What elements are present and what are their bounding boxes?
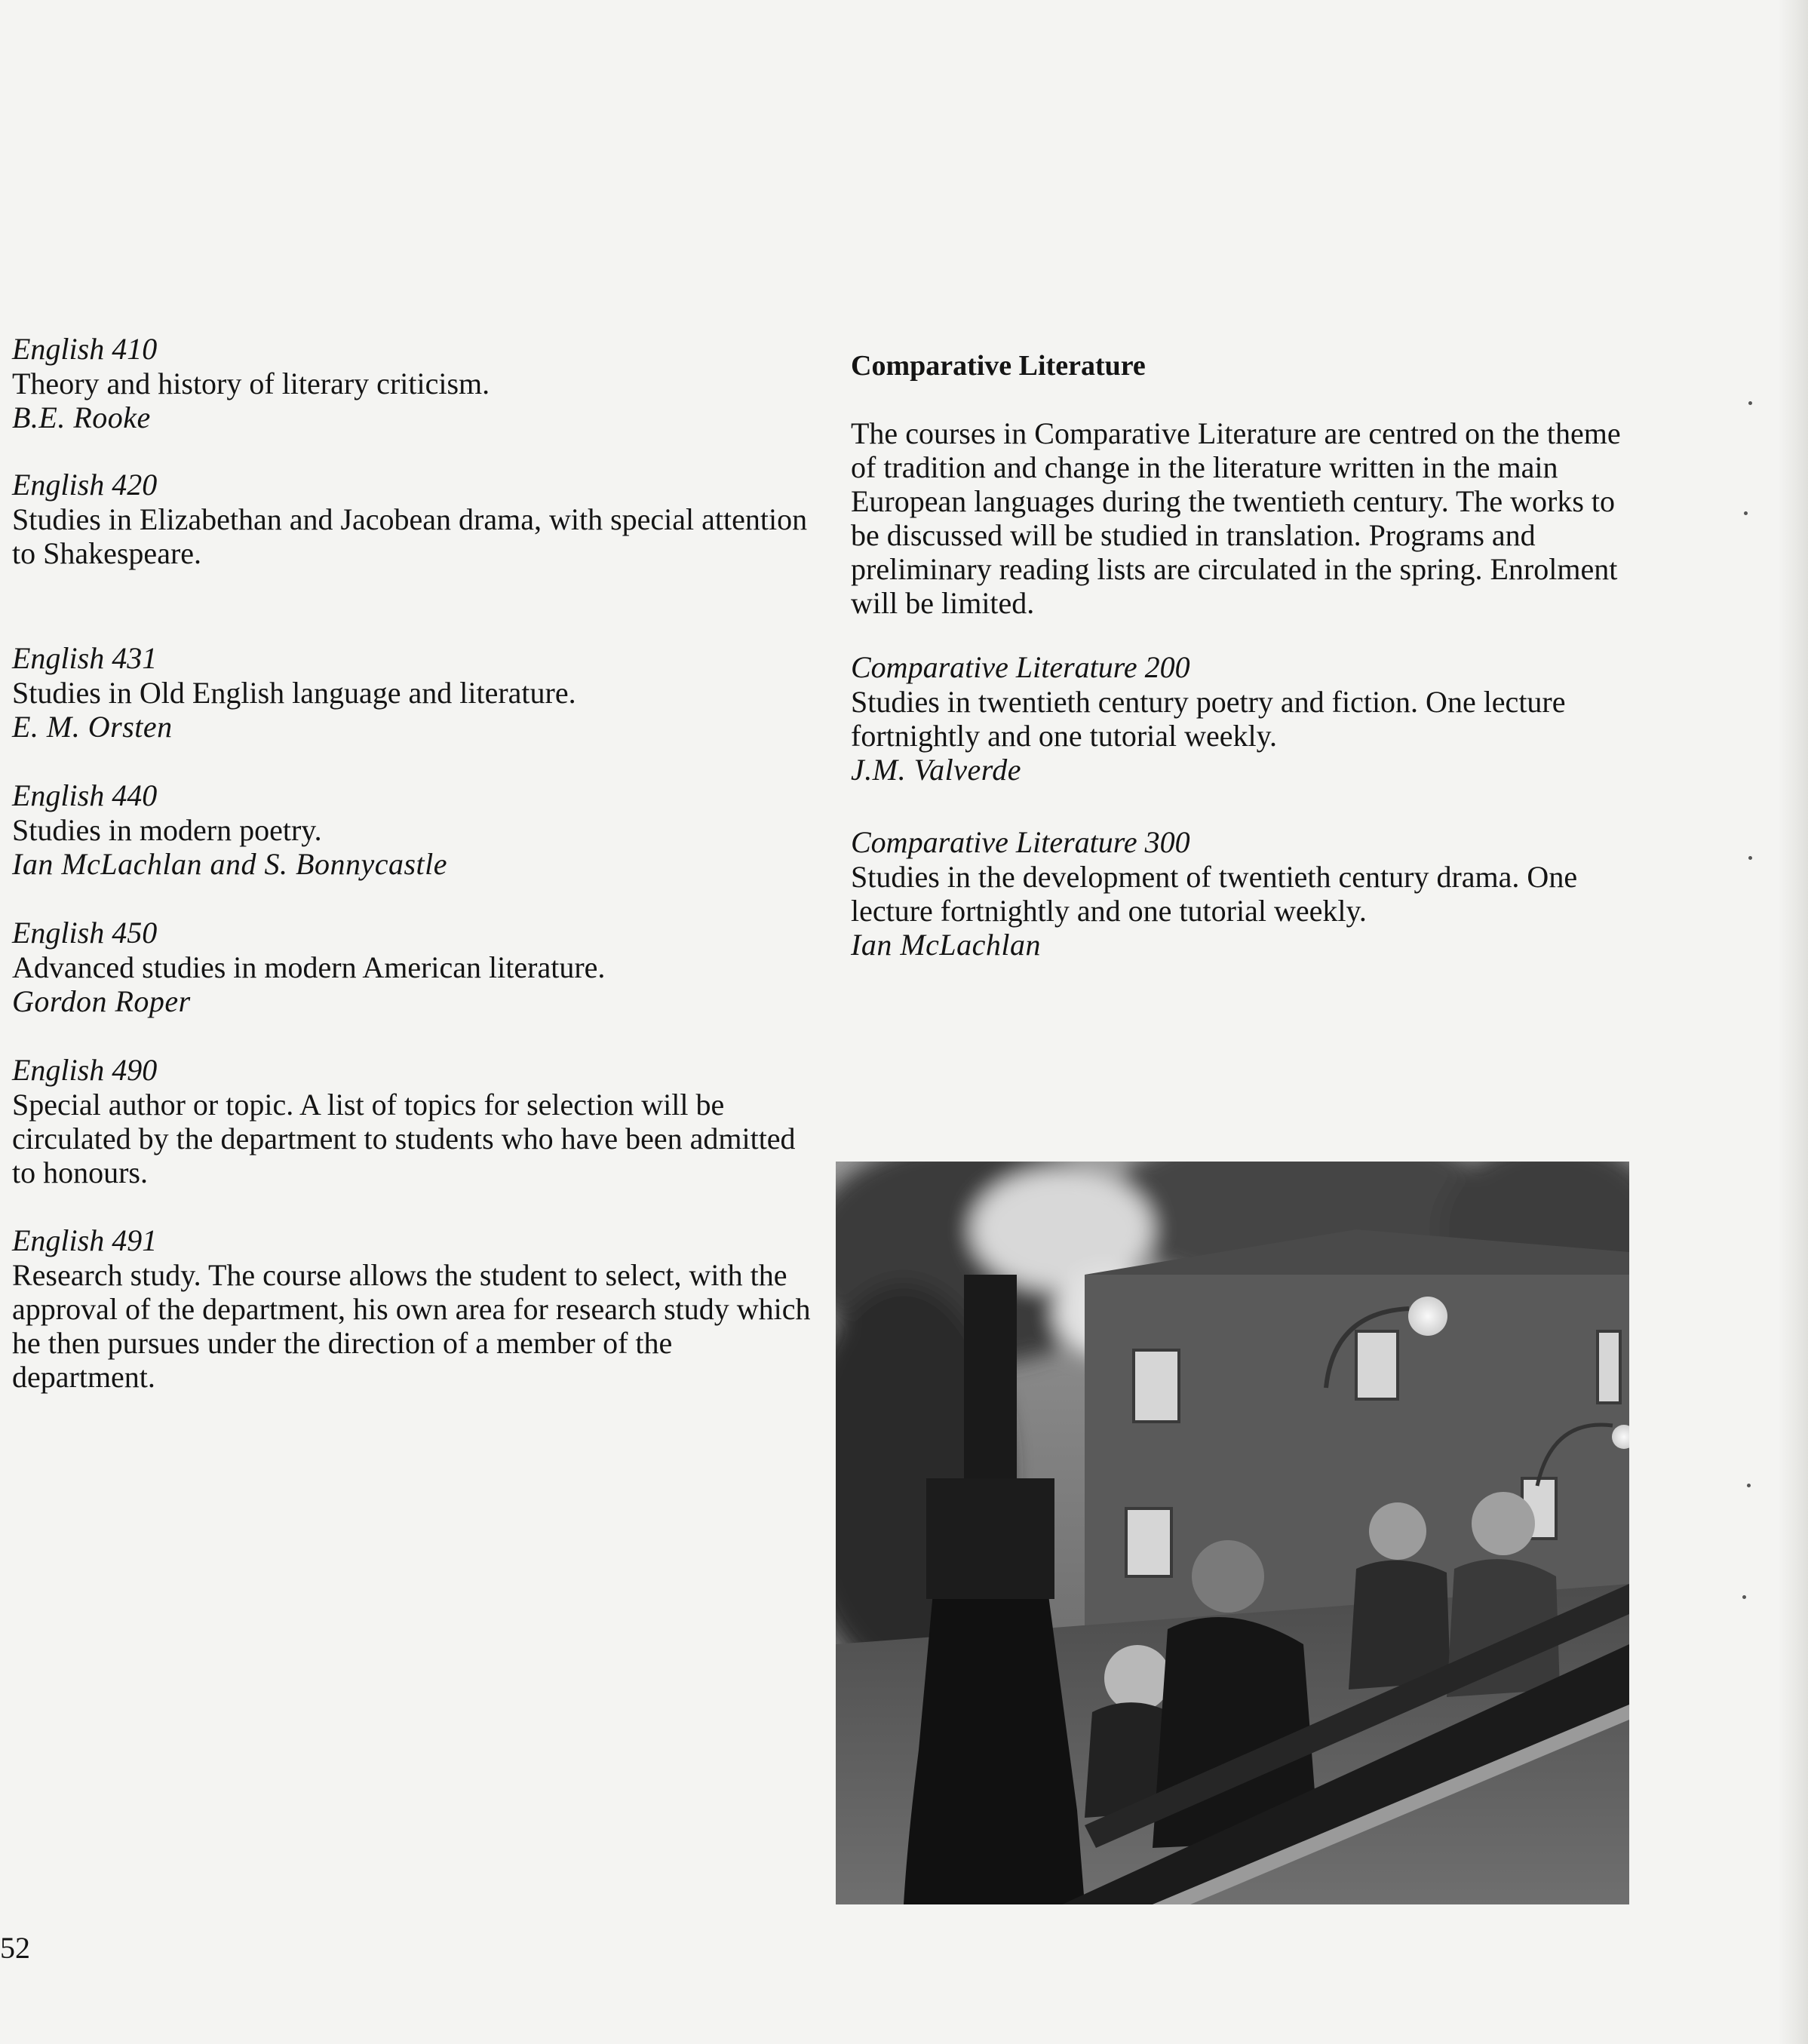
- course-title: Comparative Literature 300: [851, 825, 1190, 859]
- course-instructor: B.E. Rooke: [12, 401, 151, 434]
- scan-speck: [1742, 1595, 1746, 1599]
- course-english-490: [12, 1053, 812, 1223]
- course-comparative-literature-300: [851, 825, 1650, 962]
- page-edge-shadow: [1778, 0, 1808, 2044]
- scan-speck: [1748, 401, 1752, 405]
- scan-speck: [1744, 511, 1748, 515]
- course-instructor: J.M. Valverde: [851, 753, 1022, 787]
- course-description: Studies in Old English language and literature.: [12, 676, 576, 710]
- course-title: English 490: [12, 1053, 158, 1087]
- course-english-491: [12, 1223, 812, 1394]
- course-title: English 420: [12, 468, 158, 502]
- course-title: Comparative Literature 200: [851, 650, 1190, 684]
- campus-photograph: [836, 1162, 1629, 1904]
- comparative-literature-column: [851, 348, 1650, 962]
- course-description: Theory and history of literary criticism.: [12, 367, 490, 401]
- scan-speck: [1748, 856, 1752, 860]
- course-english-420: [12, 468, 812, 641]
- english-courses-column: [12, 332, 812, 1394]
- course-description: Studies in twentieth century poetry and fiction. One lecture fortnightly and one tutorial weekly.: [851, 685, 1566, 753]
- course-description: Advanced studies in modern American literature.: [12, 950, 606, 984]
- course-title: English 440: [12, 778, 158, 812]
- course-description: Research study. The course allows the student to select, with the approval of the department, his own area for research study which he then pursues under the direction of a member of the department.: [12, 1258, 811, 1394]
- course-comparative-literature-200: [851, 650, 1650, 825]
- scan-speck: [1747, 1484, 1751, 1487]
- course-instructor: Ian McLachlan: [851, 928, 1042, 962]
- course-title: English 450: [12, 916, 158, 950]
- course-title: English 491: [12, 1223, 158, 1257]
- page-number: 52: [0, 1931, 30, 1965]
- section-heading: Comparative Literature: [851, 350, 1146, 382]
- course-title: English 431: [12, 641, 158, 675]
- course-english-450: [12, 916, 812, 1053]
- course-description: Studies in the development of twentieth century drama. One lecture fortnightly and one tutorial weekly.: [851, 860, 1578, 928]
- course-description: Studies in Elizabethan and Jacobean drama, with special attention to Shakespeare.: [12, 502, 808, 570]
- course-description: Studies in modern poetry.: [12, 813, 322, 847]
- course-description: Special author or topic. A list of topics for selection will be circulated by the department to students who have been admitted to honours.: [12, 1088, 796, 1189]
- course-title: English 410: [12, 332, 158, 366]
- course-instructor: Ian McLachlan and S. Bonnycastle: [12, 847, 447, 881]
- course-instructor: E. M. Orsten: [12, 710, 173, 744]
- section-intro: The courses in Comparative Literature are centred on the theme of tradition and change in the literature written in the main European languages during the twentieth century. The works to be discussed will be studied in translation. Programs and preliminary reading lists are circulated in the spring. Enrolment will be limited.: [851, 416, 1621, 620]
- course-instructor: Gordon Roper: [12, 984, 191, 1018]
- course-english-410: [12, 332, 812, 468]
- course-english-440: [12, 778, 812, 916]
- course-english-431: [12, 641, 812, 778]
